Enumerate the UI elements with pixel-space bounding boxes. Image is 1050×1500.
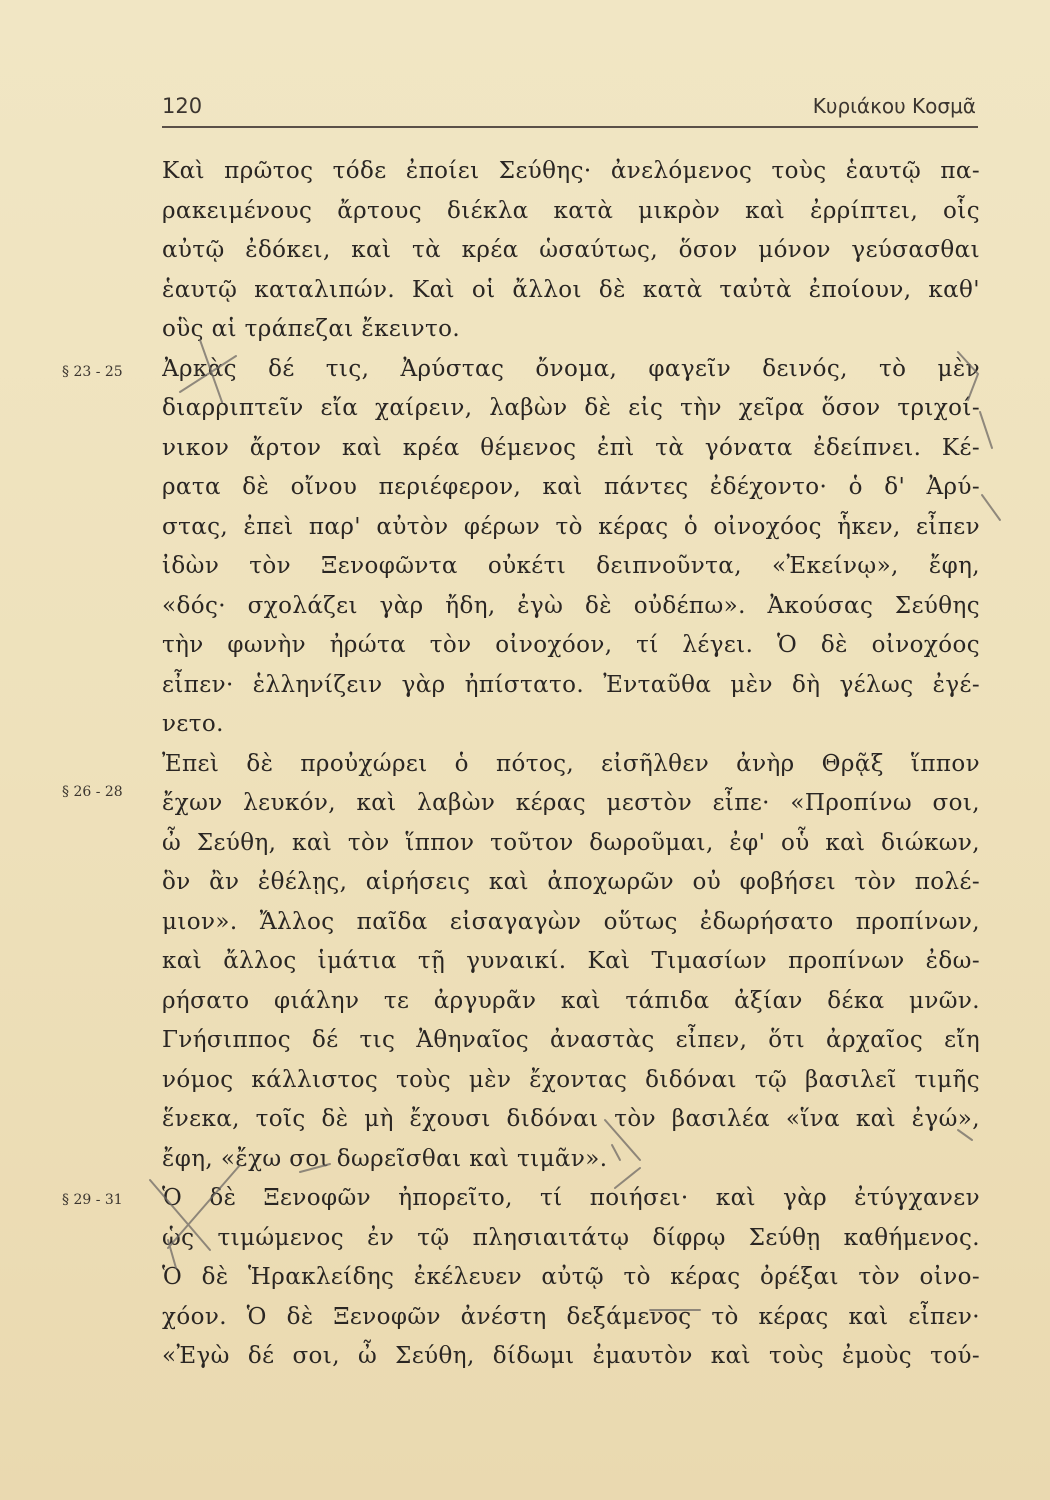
text-line: νετο. xyxy=(162,711,224,737)
text-line: ρακειμένους ἄρτους διέκλα κατὰ μικρὸν καὶ ἐρρίπτει, οἷς xyxy=(162,197,980,224)
text-line: εἶπεν· ἑλληνίζειν γὰρ ἠπίστατο. Ἐνταῦθα μὲν δὴ γέλως ἐγέ- xyxy=(162,671,980,698)
running-head: Κυριάκου Κοσμᾶ xyxy=(812,94,976,118)
text-line: ἔφη, «ἔχω σοι δωρεῖσθαι καὶ τιμᾶν». xyxy=(162,1145,608,1172)
text-line: νόμος κάλλιστος τοὺς μὲν ἔχοντας διδόναι τῷ βασιλεῖ τιμῆς xyxy=(162,1066,980,1093)
text-line: Ἀρκὰς δέ τις, Ἀρύστας ὄνομα, φαγεῖν δεινός, τὸ μὲν xyxy=(162,355,980,382)
text-line: ἰδὼν τὸν Ξενοφῶντα οὐκέτι δειπνοῦντα, «Ἐκείνῳ», ἔφη, xyxy=(162,553,980,579)
text-line: Ὁ δὲ Ξενοφῶν ἠπορεῖτο, τί ποιήσει· καὶ γὰρ ἐτύγχανεν xyxy=(162,1185,980,1211)
text-line: οὓς αἱ τράπεζαι ἔκειντο. xyxy=(162,316,461,342)
text-line: Γνήσιππος δέ τις Ἀθηναῖος ἀναστὰς εἶπεν, ὅτι ἀρχαῖος εἴη xyxy=(162,1027,980,1053)
text-line: Καὶ πρῶτος τόδε ἐποίει Σεύθης· ἀνελόμενος τοὺς ἑαυτῷ πα- xyxy=(162,158,980,184)
text-line: μιον». Ἄλλος παῖδα εἰσαγαγὼν οὕτως ἐδωρήσατο προπίνων, xyxy=(162,908,980,935)
text-line: Ἐπεὶ δὲ προὐχώρει ὁ πότος, εἰσῆλθεν ἀνὴρ Θρᾷξ ἵππον xyxy=(162,750,980,777)
text-line: ἑαυτῷ καταλιπών. Καὶ οἱ ἄλλοι δὲ κατὰ ταὐτὰ ἐποίουν, καθ' xyxy=(162,276,980,303)
text-line: ἕνεκα, τοῖς δὲ μὴ ἔχουσι διδόναι τὸν βασιλέα «ἵνα καὶ ἐγώ», xyxy=(162,1106,980,1132)
text-line: ἔχων λευκόν, καὶ λαβὼν κέρας μεστὸν εἶπε· «Προπίνω σοι, xyxy=(162,790,980,816)
text-line: «Ἐγὼ δέ σοι, ὦ Σεύθη, δίδωμι ἐμαυτὸν καὶ τοὺς ἐμοὺς τού- xyxy=(162,1343,980,1369)
text-line: τὴν φωνὴν ἠρώτα τὸν οἰνοχόον, τί λέγει. Ὁ δὲ οἰνοχόος xyxy=(162,632,980,658)
text-line: ὡς τιμώμενος ἐν τῷ πλησιαιτάτῳ δίφρῳ Σεύθῃ καθήμενος. xyxy=(162,1224,980,1251)
margin-ref-23-25: § 23 - 25 xyxy=(62,364,123,380)
text-line: καὶ ἄλλος ἱμάτια τῇ γυναικί. Καὶ Τιμασίων προπίνων ἐδω- xyxy=(162,948,980,974)
text-line: «δός· σχολάζει γὰρ ἤδη, ἐγὼ δὲ οὐδέπω». Ἀκούσας Σεύθης xyxy=(162,592,980,619)
text-line: ὦ Σεύθη, καὶ τὸν ἵππον τοῦτον δωροῦμαι, ἐφ' οὗ καὶ διώκων, xyxy=(162,829,980,856)
margin-ref-29-31: § 29 - 31 xyxy=(62,1192,123,1208)
body-text xyxy=(162,152,980,1377)
page-number: 120 xyxy=(162,94,203,118)
pencil-bracket-mark xyxy=(982,495,1000,520)
text-line: ὃν ἂν ἐθέλῃς, αἱρήσεις καὶ ἀποχωρῶν οὐ φοβήσει τὸν πολέ- xyxy=(162,869,980,895)
text-line: χόον. Ὁ δὲ Ξενοφῶν ἀνέστη δεξάμενος τὸ κέρας καὶ εἶπεν· xyxy=(162,1303,980,1330)
text-line: ρατα δὲ οἴνου περιέφερον, καὶ πάντες ἐδέχοντο· ὁ δ' Ἀρύ- xyxy=(162,474,980,500)
text-line: στας, ἐπεὶ παρ' αὐτὸν φέρων τὸ κέρας ὁ οἰνοχόος ἧκεν, εἶπεν xyxy=(162,513,980,540)
text-line: αὐτῷ ἐδόκει, καὶ τὰ κρέα ὡσαύτως, ὅσον μόνον γεύσασθαι xyxy=(162,237,980,263)
text-line: Ὁ δὲ Ἡρακλείδης ἐκέλευεν αὐτῷ τὸ κέρας ὀρέξαι τὸν οἰνο- xyxy=(162,1264,980,1290)
pencil-bracket-mark xyxy=(980,412,992,448)
text-line: ρήσατο φιάλην τε ἀργυρᾶν καὶ τάπιδα ἀξίαν δέκα μνῶν. xyxy=(162,987,980,1014)
margin-ref-26-28: § 26 - 28 xyxy=(62,784,123,800)
text-line: νικον ἄρτον καὶ κρέα θέμενος ἐπὶ τὰ γόνατα ἐδείπνει. Κέ- xyxy=(162,434,980,461)
page-header xyxy=(162,92,978,128)
text-line: διαρριπτεῖν εἴα χαίρειν, λαβὼν δὲ εἰς τὴν χεῖρα ὅσον τριχοί- xyxy=(162,395,980,421)
